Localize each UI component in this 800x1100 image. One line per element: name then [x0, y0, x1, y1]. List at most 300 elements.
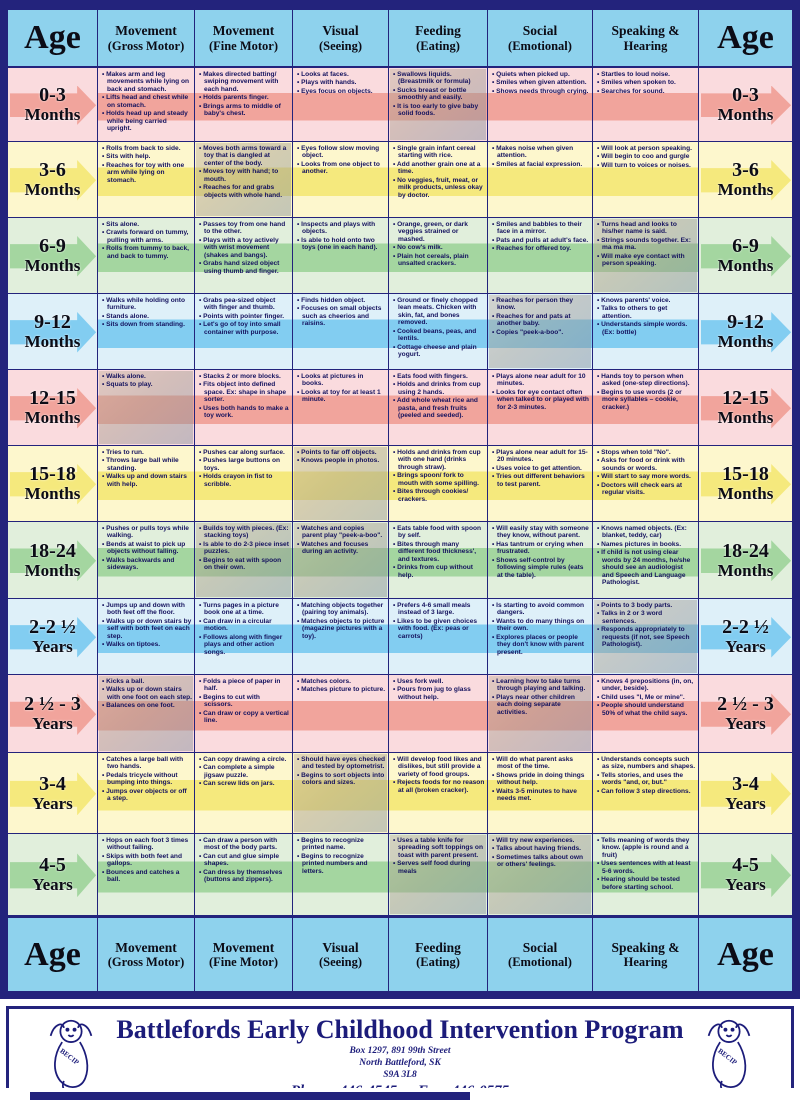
- age-range-label: 6-9: [39, 235, 66, 258]
- milestone-list: [102, 449, 192, 488]
- age-unit-label: Years: [32, 875, 73, 895]
- milestone-item: • Moves both arms toward a toy that is dangled at center of the body.: [199, 145, 290, 167]
- becip-logo-text-right: BECIP: [715, 1047, 738, 1067]
- milestone-list: [102, 373, 192, 389]
- milestone-item: • Jumps up and down with both feet off the floor.: [102, 602, 192, 617]
- milestone-item: • Names pictures in books.: [597, 541, 696, 548]
- milestone-item: • Is able to hold onto two toys (one in each hand).: [297, 237, 386, 252]
- milestone-item: • Startles to loud noise.: [597, 71, 696, 78]
- milestone-item: • Lifts head and chest while on stomach.: [102, 94, 192, 109]
- milestone-list: [297, 297, 386, 328]
- milestone-item: • Walks up or down stairs by self with both feet on each step.: [102, 618, 192, 640]
- age-cell-left: [8, 522, 98, 598]
- milestone-list: [597, 678, 696, 717]
- milestone-list: [597, 145, 696, 169]
- milestone-list: [102, 71, 192, 133]
- feeding-cell: [389, 142, 488, 217]
- age-range-label: 2-2 ½: [722, 616, 769, 639]
- milestone-item: • Talks about having friends.: [492, 845, 590, 852]
- milestone-item: • Pours from jug to glass without help.: [393, 686, 485, 701]
- milestone-item: • Child uses "I, Me or mine".: [597, 694, 696, 701]
- milestone-item: • No cow's milk.: [393, 244, 485, 251]
- fine-motor-cell: [195, 522, 293, 598]
- milestone-item: • Looks from one object to another.: [297, 161, 386, 176]
- milestone-item: • Searches for sound.: [597, 88, 696, 95]
- milestone-item: • Catches a large ball with two hands.: [102, 756, 192, 771]
- milestone-item: • Begins to recognize printed name.: [297, 837, 386, 852]
- milestone-item: • Pushes or pulls toys while walking.: [102, 525, 192, 540]
- milestone-item: • Plain hot cereals, plain unsalted crackers.: [393, 253, 485, 268]
- header-col-4: [389, 918, 488, 991]
- header-col-2: [195, 10, 293, 66]
- header-col-title: Feeding: [415, 23, 461, 39]
- milestone-item: • Serves self food during meals: [393, 860, 485, 875]
- milestone-item: • Rejects foods for no reason at all (broken cracker).: [393, 779, 485, 794]
- milestone-item: • Skips with both feet and gallops.: [102, 853, 192, 868]
- age-unit-label: Months: [24, 560, 81, 580]
- milestone-item: • Holds parents finger.: [199, 94, 290, 101]
- milestone-item: • Reaches for toy with one arm while lying on stomach.: [102, 162, 192, 184]
- milestone-item: • Smiles at facial expression.: [492, 161, 590, 168]
- milestone-item: • Quiets when picked up.: [492, 71, 590, 78]
- milestone-item: • Uses voice to get attention.: [492, 465, 590, 472]
- milestone-item: • Matching objects together (pairing toy animals).: [297, 602, 386, 617]
- milestone-item: • Stacks 2 or more blocks.: [199, 373, 290, 380]
- milestone-item: • Uses both hands to make a toy work.: [199, 405, 290, 420]
- milestone-item: • Walks up or down stairs with one foot on each step.: [102, 686, 192, 701]
- age-unit-label: Months: [24, 408, 81, 428]
- header-col-subtitle: (Emotional): [508, 38, 572, 53]
- social-cell: [488, 68, 593, 141]
- milestone-item: • Inspects and plays with objects.: [297, 221, 386, 236]
- address-line: Box 1297, 891 99th Street: [349, 1046, 451, 1057]
- milestone-item: • Should have eyes checked and tested by optometrist.: [297, 756, 386, 771]
- milestone-list: [492, 145, 590, 168]
- milestone-list: [199, 602, 290, 656]
- milestone-item: • Smiles and babbles to their face in a mirror.: [492, 221, 590, 236]
- milestone-list: [297, 71, 386, 95]
- milestone-item: • Grabs hand sized object using thumb and finger.: [199, 260, 290, 275]
- age-cell-right: [699, 370, 792, 445]
- header-col-1: [98, 10, 195, 66]
- milestone-item: • Holds head up and steady while being carried upright.: [102, 110, 192, 132]
- milestone-item: • Walks up and down stairs with help.: [102, 473, 192, 488]
- milestone-list: [492, 602, 590, 656]
- milestone-list: [297, 145, 386, 176]
- gross-motor-cell: [98, 446, 195, 521]
- milestone-rows: [8, 68, 792, 916]
- feeding-cell: [389, 834, 488, 915]
- milestone-item: • Understands simple words. (Ex: bottle): [597, 321, 696, 336]
- milestone-list: [597, 602, 696, 649]
- age-cell-right: [699, 446, 792, 521]
- age-cell-left: [8, 675, 98, 752]
- milestone-list: [393, 756, 485, 794]
- age-unit-label: Years: [725, 875, 766, 895]
- header-col-title: Movement: [212, 939, 275, 955]
- milestone-item: • Waits 3-5 minutes to have needs met.: [492, 788, 590, 803]
- milestone-item: • Pedals tricycle without bumping into things.: [102, 772, 192, 787]
- milestone-item: • Can complete a simple jigsaw puzzle.: [199, 764, 290, 779]
- milestone-list: [297, 449, 386, 465]
- milestone-item: • Turns pages in a picture book one at a time.: [199, 602, 290, 617]
- milestone-item: • Can cut and glue simple shapes.: [199, 853, 290, 868]
- milestone-item: • Eats food with fingers.: [393, 373, 485, 380]
- milestone-item: • Balances on one foot.: [102, 702, 192, 709]
- milestone-list: [102, 756, 192, 803]
- milestone-item: • Will develop food likes and dislikes, but still provide a variety of food groups.: [393, 756, 485, 778]
- age-cell-left: [8, 370, 98, 445]
- age-range-label: 6-9: [732, 235, 759, 258]
- age-range-label: 3-4: [39, 772, 66, 795]
- milestone-item: • Responds appropriately to requests (if not, see Speech Pathologist).: [597, 626, 696, 648]
- milestone-item: • Pushes car along surface.: [199, 449, 290, 456]
- gross-motor-cell: [98, 218, 195, 293]
- milestone-item: • Will turn to voices or noises.: [597, 162, 696, 169]
- header-age-label: [699, 10, 792, 66]
- milestone-item: • Watches and copies parent play "peek-a-boo".: [297, 525, 386, 540]
- milestone-item: • Begins to eat with spoon on their own.: [199, 557, 290, 572]
- milestone-item: • Plays near other children each doing separate activities.: [492, 694, 590, 716]
- milestone-list: [393, 837, 485, 875]
- age-range-label: 3-6: [39, 159, 66, 182]
- milestone-item: • Ground or finely chopped lean meats. Chicken with skin, fat, and bones removed.: [393, 297, 485, 327]
- milestone-list: [297, 678, 386, 694]
- milestone-item: • Uses fork well.: [393, 678, 485, 685]
- age-cell-right: [699, 675, 792, 752]
- gross-motor-cell: [98, 675, 195, 752]
- milestone-list: [297, 837, 386, 875]
- milestone-item: • Bites through cookies/ crackers.: [393, 488, 485, 503]
- milestone-row-18-24: [8, 522, 792, 599]
- social-cell: [488, 599, 593, 674]
- speaking-hearing-cell: [593, 834, 699, 915]
- age-unit-label: Years: [32, 714, 73, 734]
- milestone-row-4-5: [8, 834, 792, 916]
- fine-motor-cell: [195, 294, 293, 369]
- milestone-list: [597, 449, 696, 497]
- milestone-item: • Tells stories, and uses the words "and, or, but.": [597, 772, 696, 787]
- visual-cell: [293, 522, 389, 598]
- social-cell: [488, 446, 593, 521]
- header-col-title: Movement: [115, 23, 177, 39]
- visual-cell: [293, 294, 389, 369]
- milestone-list: [199, 837, 290, 884]
- milestone-item: • Looks at pictures in books.: [297, 373, 386, 388]
- header-col-title: Movement: [212, 23, 275, 39]
- milestone-item: • Follows along with finger plays and other action songs.: [199, 634, 290, 656]
- milestone-item: • Makes arm and leg movements while lying on back and stomach.: [102, 71, 192, 93]
- milestone-item: • Sits alone.: [102, 221, 192, 228]
- social-cell: [488, 218, 593, 293]
- page-bottom-bar: [30, 1092, 470, 1100]
- gross-motor-cell: [98, 599, 195, 674]
- milestone-item: • Sucks breast or bottle smoothly and easily.: [393, 87, 485, 102]
- milestone-item: • Smiles when given attention.: [492, 79, 590, 86]
- age-cell-left: [8, 142, 98, 217]
- milestone-item: • Walks on tiptoes.: [102, 641, 192, 648]
- milestone-item: • If child is not using clear words by 24 months, he/she should see an audiologist and Speech and Language Pathologist.: [597, 549, 696, 586]
- header-col-title: Feeding: [415, 939, 461, 955]
- header-age-text: Age: [24, 935, 81, 973]
- milestone-item: • Tries to run.: [102, 449, 192, 456]
- header-col-subtitle: (Seeing): [318, 38, 363, 53]
- milestone-list: [393, 71, 485, 118]
- milestone-item: • Looks at faces.: [297, 71, 386, 78]
- speaking-hearing-cell: [593, 294, 699, 369]
- age-cell-left: [8, 753, 98, 833]
- milestone-item: • Hands toy to person when asked (one-step directions).: [597, 373, 696, 388]
- age-unit-label: Months: [717, 332, 774, 352]
- milestone-item: • Begins to use words (2 or more syllables – cookie, cracker.): [597, 389, 696, 411]
- milestone-list: [102, 297, 192, 329]
- milestone-list: [199, 71, 290, 118]
- milestone-item: • Matches colors.: [297, 678, 386, 685]
- milestone-item: • Will begin to coo and gurgle: [597, 153, 696, 160]
- milestone-item: • Is able to do 2-3 piece inset puzzles.: [199, 541, 290, 556]
- feeding-cell: [389, 753, 488, 833]
- milestone-item: • Holds and drinks from cup with one hand (drinks through straw).: [393, 449, 485, 471]
- milestone-item: • Explores places or people they don't know with parent present.: [492, 634, 590, 656]
- milestone-item: • Talks in 2 or 3 word sentences.: [597, 610, 696, 625]
- milestone-item: • Let's go of toy into small container with purpose.: [199, 321, 290, 336]
- milestone-item: • Tells meaning of words they know. (apple is round and a fruit): [597, 837, 696, 859]
- visual-cell: [293, 834, 389, 915]
- milestone-item: • Looks at toy for at least 1 minute.: [297, 389, 386, 404]
- milestone-list: [492, 221, 590, 253]
- age-range-label: 4-5: [732, 854, 759, 877]
- header-col-subtitle: (Fine Motor): [208, 955, 279, 970]
- social-cell: [488, 753, 593, 833]
- milestone-item: • Knows 4 prepositions (in, on, under, beside).: [597, 678, 696, 693]
- header-col-4: [389, 10, 488, 66]
- milestone-item: • Sits down from standing.: [102, 321, 192, 328]
- age-cell-left: [8, 599, 98, 674]
- age-range-label: 12-15: [722, 387, 769, 410]
- age-range-label: 9-12: [34, 311, 71, 334]
- age-range-label: 18-24: [722, 539, 769, 562]
- milestone-item: • Will start to say more words.: [597, 473, 696, 480]
- age-unit-label: Months: [717, 408, 774, 428]
- fine-motor-cell: [195, 834, 293, 915]
- milestone-item: • Prefers 4-6 small meals instead of 3 large.: [393, 602, 485, 617]
- milestone-item: • Uses a table knife for spreading soft toppings on toast with parent present.: [393, 837, 485, 859]
- header-age-label: [8, 918, 98, 991]
- speaking-hearing-cell: [593, 446, 699, 521]
- milestone-item: • Plays with hands.: [297, 79, 386, 86]
- milestone-item: • Can draw a person with most of the body parts.: [199, 837, 290, 852]
- milestone-item: • Matches picture to picture.: [297, 686, 386, 693]
- milestone-item: • Walks while holding onto furniture.: [102, 297, 192, 312]
- header-age-label: [699, 918, 792, 991]
- social-cell: [488, 522, 593, 598]
- milestone-row-12-15: [8, 370, 792, 446]
- header-age-text: Age: [717, 19, 774, 56]
- feeding-cell: [389, 446, 488, 521]
- milestone-list: [597, 373, 696, 411]
- age-range-label: 15-18: [722, 463, 769, 486]
- milestone-item: • Knows parents' voice.: [597, 297, 696, 304]
- gross-motor-cell: [98, 370, 195, 445]
- header-col-3: [293, 918, 389, 991]
- milestone-list: [492, 756, 590, 803]
- milestone-item: • It is too early to give baby solid foods.: [393, 103, 485, 118]
- milestone-item: • Shows self-control by following simple rules (eats at the table).: [492, 557, 590, 579]
- milestone-item: • Shows pride in doing things without help.: [492, 772, 590, 787]
- milestone-item: • Reaches for person they know.: [492, 297, 590, 312]
- header-col-5: [488, 918, 593, 991]
- milestone-item: • Plays with a toy actively with wrist movement (shakes and bangs).: [199, 237, 290, 259]
- milestone-row-3-6: [8, 142, 792, 218]
- speaking-hearing-cell: [593, 599, 699, 674]
- milestone-list: [102, 145, 192, 184]
- milestone-list: [597, 221, 696, 268]
- milestone-list: [297, 525, 386, 556]
- milestone-item: • Doctors will check ears at regular visits.: [597, 482, 696, 497]
- milestone-item: • Can follow 3 step directions.: [597, 788, 696, 795]
- milestone-item: • Points to far off objects.: [297, 449, 386, 456]
- milestone-item: • Knows named objects. (Ex: blanket, teddy, car): [597, 525, 696, 540]
- milestone-item: • Pushes large buttons on toys.: [199, 457, 290, 472]
- milestone-list: [492, 525, 590, 579]
- milestone-item: • Points to 3 body parts.: [597, 602, 696, 609]
- visual-cell: [293, 142, 389, 217]
- header-col-subtitle: Hearing: [623, 38, 668, 53]
- milestone-list: [597, 71, 696, 95]
- milestone-list: [393, 221, 485, 268]
- age-unit-label: Months: [717, 560, 774, 580]
- header-col-subtitle: (Fine Motor): [208, 38, 279, 53]
- milestone-list: [199, 221, 290, 275]
- milestone-item: • Turns head and looks to his/her name is said.: [597, 221, 696, 236]
- milestone-row-9-12: [8, 294, 792, 370]
- age-unit-label: Years: [725, 637, 766, 657]
- fine-motor-cell: [195, 68, 293, 141]
- age-cell-right: [699, 218, 792, 293]
- visual-cell: [293, 68, 389, 141]
- age-range-label: 9-12: [727, 311, 764, 334]
- milestone-row-0-3: [8, 68, 792, 142]
- milestone-item: • Stops when told "No".: [597, 449, 696, 456]
- speaking-hearing-cell: [593, 753, 699, 833]
- age-range-label: 15-18: [29, 463, 76, 486]
- milestone-item: • Eyes follow slow moving object.: [297, 145, 386, 160]
- milestone-list: [393, 525, 485, 579]
- milestone-list: [199, 145, 290, 199]
- gross-motor-cell: [98, 68, 195, 141]
- speaking-hearing-cell: [593, 675, 699, 752]
- milestone-item: • Sits with help.: [102, 153, 192, 160]
- milestone-list: [492, 297, 590, 336]
- age-range-label: 4-5: [39, 854, 66, 877]
- age-range-label: 3-6: [732, 159, 759, 182]
- header-col-3: [293, 10, 389, 66]
- header-col-5: [488, 10, 593, 66]
- fine-motor-cell: [195, 218, 293, 293]
- milestone-list: [492, 449, 590, 488]
- age-unit-label: Years: [32, 793, 73, 813]
- milestone-item: • Single grain infant cereal starting with rice.: [393, 145, 485, 160]
- age-unit-label: Years: [725, 793, 766, 813]
- milestone-item: • Shows needs through crying.: [492, 88, 590, 95]
- milestone-item: • Drinks from cup without help.: [393, 564, 485, 579]
- milestone-item: • Focuses on small objects such as cheerios and raisins.: [297, 305, 386, 327]
- milestone-list: [297, 373, 386, 404]
- age-unit-label: Months: [717, 180, 774, 200]
- milestone-item: • Is starting to avoid common dangers.: [492, 602, 590, 617]
- milestone-item: • Kicks a ball.: [102, 678, 192, 685]
- feeding-cell: [389, 675, 488, 752]
- milestone-item: • Holds crayon in fist to scribble.: [199, 473, 290, 488]
- milestone-item: • Throws large ball while standing.: [102, 457, 192, 472]
- milestone-item: • Bends at waist to pick up objects without falling.: [102, 541, 192, 556]
- age-range-label: 2-2 ½: [29, 616, 76, 639]
- milestone-list: [393, 297, 485, 359]
- header-col-subtitle: (Eating): [416, 955, 460, 970]
- age-cell-right: [699, 294, 792, 369]
- milestone-list: [199, 449, 290, 488]
- milestone-item: • Uses sentences with at least 5-6 words.: [597, 860, 696, 875]
- milestone-item: • Talks to others to get attention.: [597, 305, 696, 320]
- gross-motor-cell: [98, 522, 195, 598]
- gross-motor-cell: [98, 753, 195, 833]
- age-cell-left: [8, 68, 98, 141]
- milestone-item: • Watches and focuses during an activity.: [297, 541, 386, 556]
- milestone-list: [102, 602, 192, 649]
- milestone-item: • Reaches for and grabs objects with whole hand.: [199, 184, 290, 199]
- header-col-subtitle: Hearing: [623, 955, 668, 970]
- milestone-item: • Makes directed batting/ swiping movement with each hand.: [199, 71, 290, 93]
- page-bottom-strip: [0, 1088, 800, 1100]
- milestone-list: [297, 602, 386, 640]
- feeding-cell: [389, 370, 488, 445]
- age-cell-right: [699, 522, 792, 598]
- milestone-item: • Begins to cut with scissors.: [199, 694, 290, 709]
- header-col-subtitle: (Eating): [416, 38, 460, 53]
- gross-motor-cell: [98, 142, 195, 217]
- milestone-item: • Will try new experiences.: [492, 837, 590, 844]
- feeding-cell: [389, 218, 488, 293]
- visual-cell: [293, 675, 389, 752]
- age-cell-right: [699, 834, 792, 915]
- milestone-list: [393, 449, 485, 503]
- milestone-item: • Sometimes talks about own or others' feelings.: [492, 854, 590, 869]
- fine-motor-cell: [195, 599, 293, 674]
- header-col-title: Social: [522, 939, 558, 955]
- milestone-item: • Reaches for offered toy.: [492, 245, 590, 252]
- milestone-item: • Can dress by themselves (buttons and zippers).: [199, 869, 290, 884]
- feeding-cell: [389, 522, 488, 598]
- milestone-item: • Will do what parent asks most of the time.: [492, 756, 590, 771]
- milestone-item: • Knows people in photos.: [297, 457, 386, 464]
- milestone-item: • Can copy drawing a circle.: [199, 756, 290, 763]
- age-unit-label: Months: [24, 332, 81, 352]
- milestone-item: • Begins to sort objects into colors and sizes.: [297, 772, 386, 787]
- milestone-item: • Smiles when spoken to.: [597, 79, 696, 86]
- milestone-item: • Points with pointer finger.: [199, 313, 290, 320]
- header-row-bottom: [8, 916, 792, 991]
- header-age-text: Age: [717, 935, 774, 973]
- age-unit-label: Years: [32, 637, 73, 657]
- milestone-item: • Orange, green, or dark veggies strained or mashed.: [393, 221, 485, 243]
- footer: [6, 1006, 794, 1100]
- milestone-item: • Jumps over objects or off a step.: [102, 788, 192, 803]
- becip-logo-text-left: BECIP: [58, 1047, 81, 1067]
- milestone-item: • Rolls from tummy to back, and back to tummy.: [102, 245, 192, 260]
- age-cell-left: [8, 446, 98, 521]
- address-line: S9A 3L8: [383, 1070, 417, 1081]
- milestone-item: • Grabs pea-sized object with finger and thumb.: [199, 297, 290, 312]
